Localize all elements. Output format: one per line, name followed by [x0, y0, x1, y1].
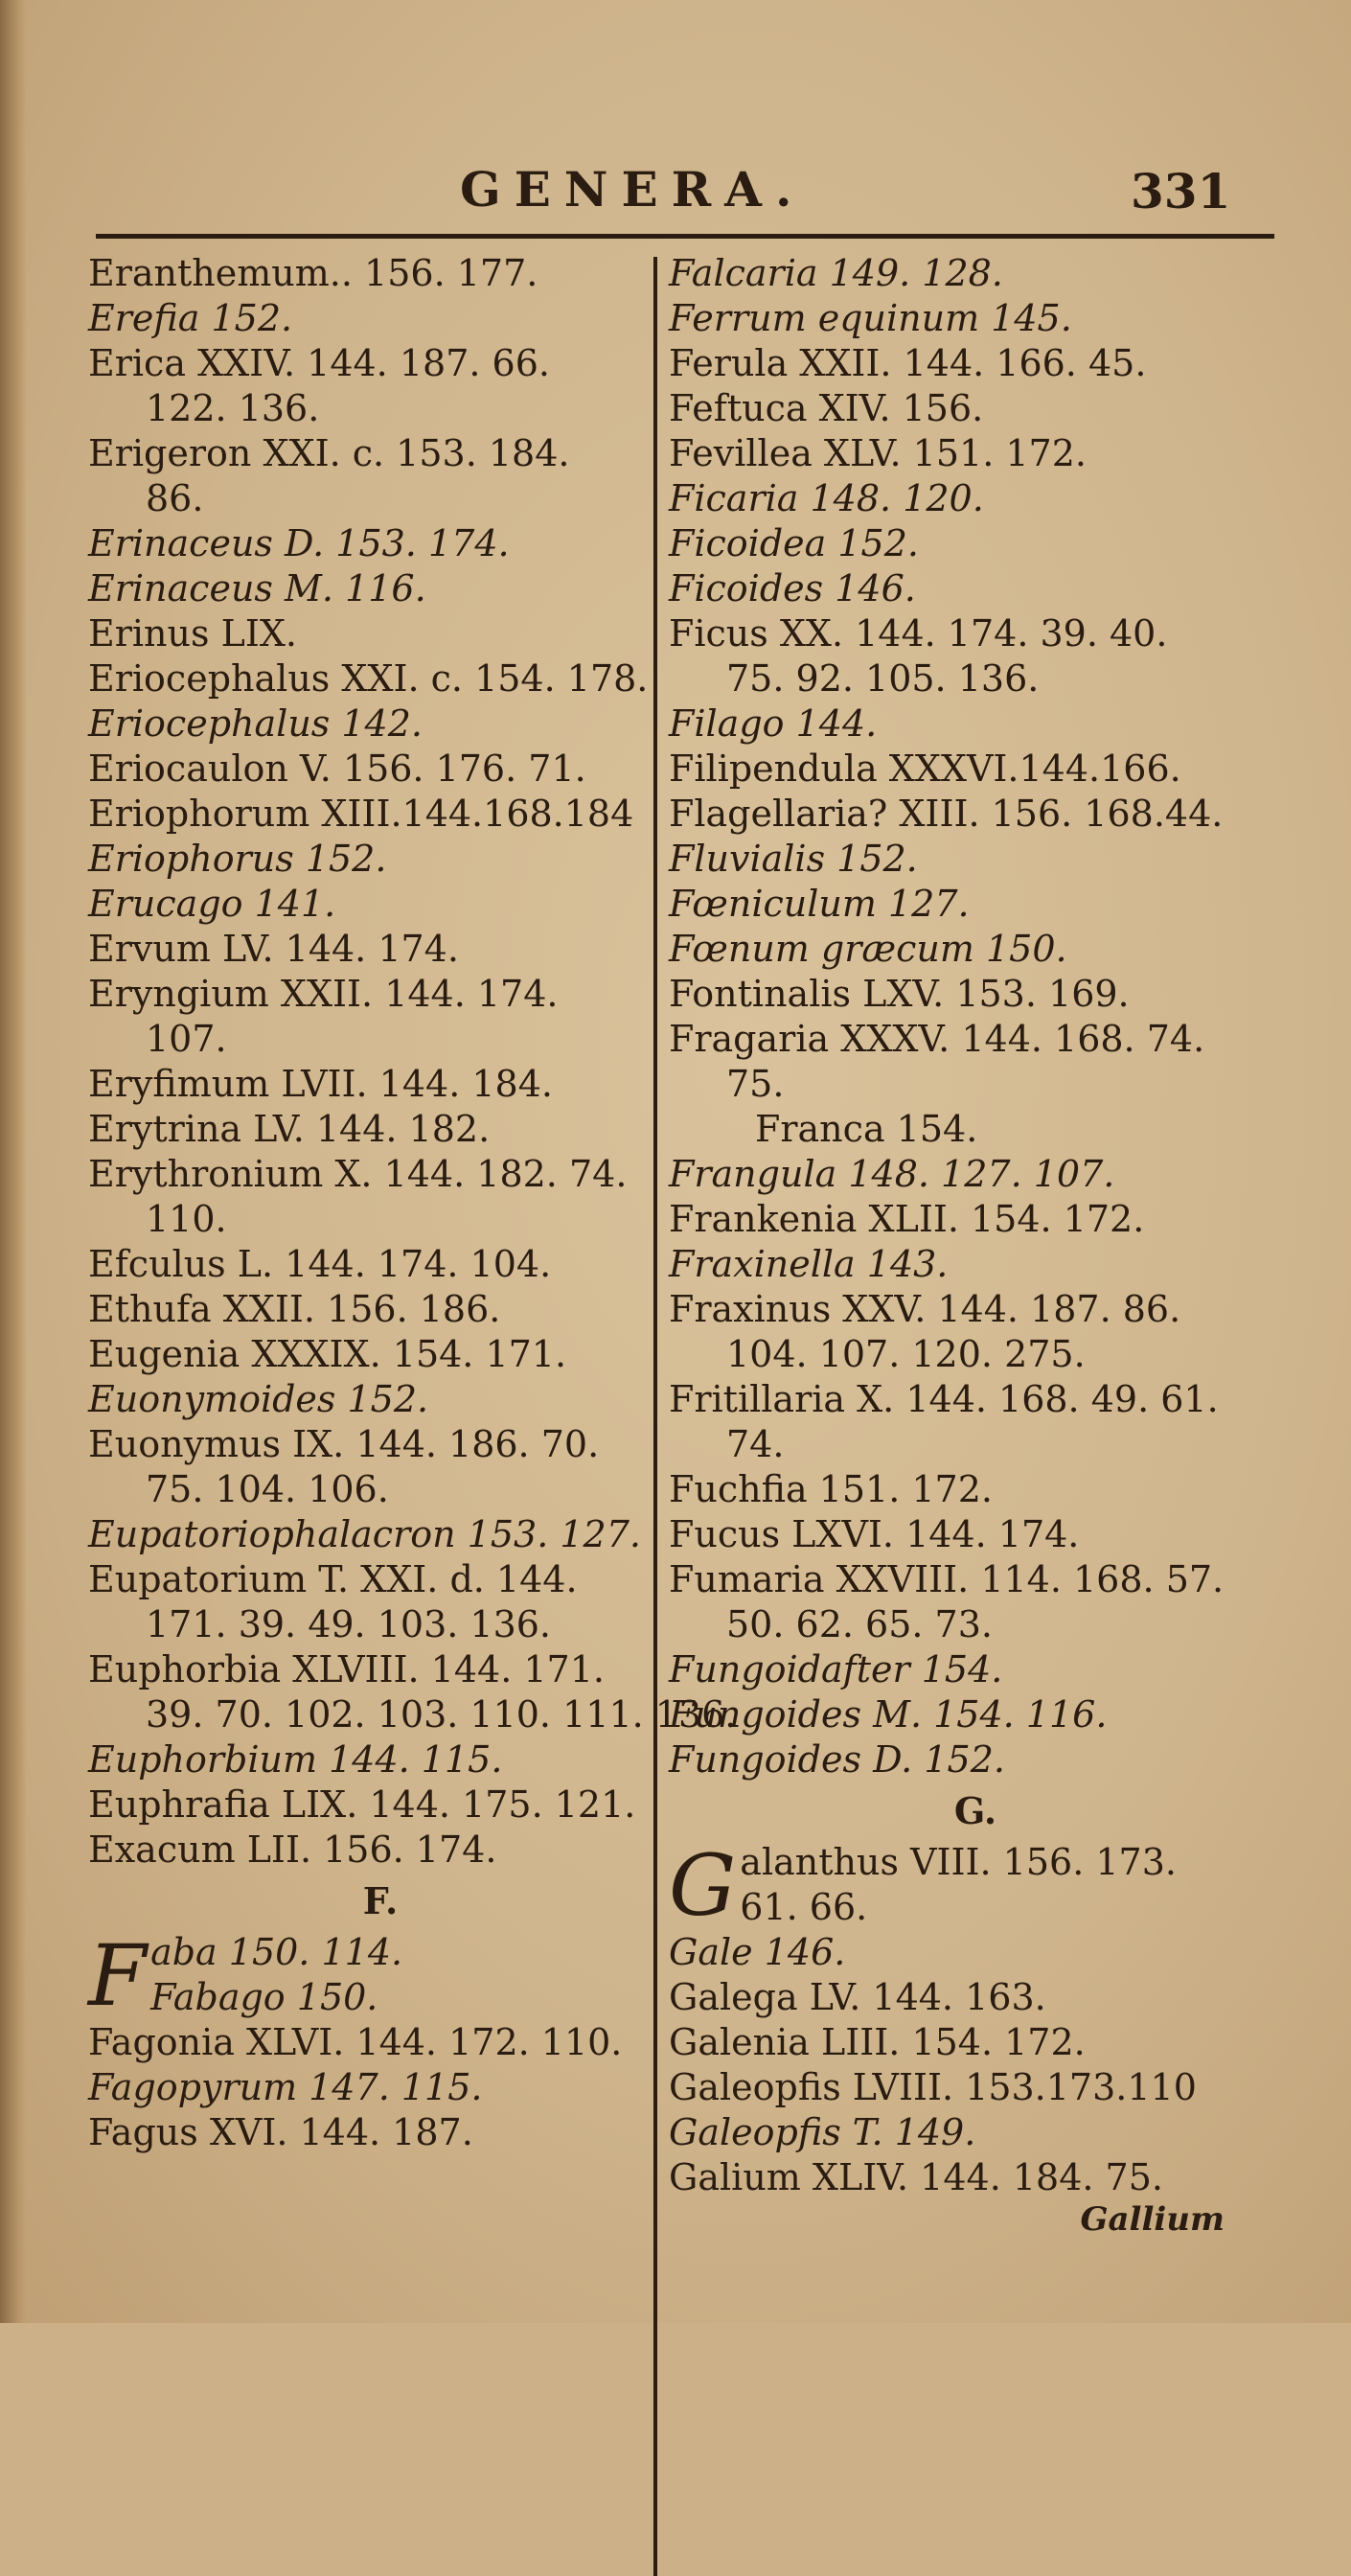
index-entry — [669, 1975, 1282, 2020]
entry-line: Fagus XVI. 144. 187. — [88, 2111, 473, 2153]
entry-line: Ervum LV. 144. 174. — [88, 928, 459, 970]
entry-line: Fagopyrum 147. 115. — [88, 2066, 483, 2108]
entry-line: Ferrum equinum 145. — [669, 297, 1072, 339]
index-entry — [669, 882, 1282, 927]
index-entry — [88, 882, 644, 927]
index-entry — [669, 792, 1282, 837]
index-entry — [669, 747, 1282, 792]
index-entry — [88, 1287, 644, 1332]
index-entry — [88, 1107, 644, 1152]
entry-continuation-line: 39. 70. 102. 103. 110. 111. 136. — [146, 1693, 737, 1736]
entry-line: Fungoides D. 152. — [669, 1738, 1005, 1781]
entry-line: Ethufa XXII. 156. 186. — [88, 1288, 501, 1330]
letter-heading-g: G. — [953, 1789, 997, 1832]
entry-continuation-line: 75. 104. 106. — [146, 1468, 389, 1510]
index-entry — [88, 927, 644, 972]
index-entry — [88, 1377, 644, 1422]
entry-continuation-line: 75. — [726, 1063, 785, 1105]
entry-line: Filipendula XXXVI.144.166. — [669, 748, 1181, 790]
index-entry — [669, 927, 1282, 972]
entry-continuation-line: 75. 92. 105. 136. — [726, 657, 1040, 700]
entry-line: Frangula 148. 127. 107. — [669, 1153, 1115, 1195]
index-entry — [669, 1197, 1282, 1242]
index-entry — [669, 1017, 1282, 1107]
entry-continuation-line: 86. — [146, 477, 204, 519]
index-entry — [669, 1512, 1282, 1557]
entry-line: Frankenia XLII. 154. 172. — [669, 1198, 1145, 1240]
index-entry — [88, 251, 644, 296]
index-entry — [669, 566, 1282, 611]
index-entry — [669, 386, 1282, 431]
entry-line: Fragaria XXXV. 144. 168. 74. — [669, 1018, 1205, 1060]
index-entry — [669, 476, 1282, 521]
entry-line: Galega LV. 144. 163. — [669, 1976, 1046, 2018]
index-entry — [669, 1152, 1282, 1197]
header-rule — [96, 234, 1274, 239]
index-entry — [88, 1647, 737, 1737]
entry-line: Galium XLIV. 144. 184. 75. — [669, 2156, 1163, 2198]
index-entry — [669, 341, 1282, 386]
entry-line: Fumaria XXVIII. 114. 168. 57. — [669, 1558, 1225, 1600]
entry-line: alanthus VIII. 156. 173. — [740, 1841, 1177, 1883]
entry-line: Ficoidea 152. — [669, 522, 919, 564]
index-entry — [88, 747, 644, 792]
entry-line: Eranthemum.. 156. 177. — [88, 252, 538, 294]
entry-line: Fungoides M. 154. 116. — [669, 1693, 1108, 1736]
index-entry — [88, 656, 649, 702]
index-entry — [669, 2110, 1282, 2155]
index-entry — [669, 1377, 1282, 1467]
entry-continuation-line: 122. 136. — [146, 387, 320, 429]
index-entry — [88, 566, 644, 611]
index-entry — [669, 1737, 1282, 1782]
entry-line: Fœnum græcum 150. — [669, 928, 1067, 970]
entry-line: Fœniculum 127. — [669, 883, 970, 925]
entry-continuation-line: 74. — [726, 1423, 785, 1465]
entry-line: Euonymus IX. 144. 186. 70. — [88, 1423, 600, 1465]
index-entry — [88, 837, 644, 882]
entry-line: Erinus LIX. — [88, 612, 297, 655]
entry-line: Eugenia XXXIX. 154. 171. — [88, 1333, 567, 1375]
index-entry — [669, 1467, 1282, 1512]
index-entry — [669, 1836, 1282, 1935]
entry-continuation-line: 104. 107. 120. 275. — [726, 1333, 1086, 1375]
catchword: Gallium — [1080, 2200, 1225, 2239]
drop-initial: F — [88, 1926, 148, 2025]
entry-line: Erigeron XXI. c. 153. 184. — [88, 432, 570, 474]
index-entry — [88, 702, 644, 747]
entry-line: aba 150. 114. — [150, 1931, 403, 1973]
index-entry — [669, 521, 1282, 566]
right-column — [669, 251, 1282, 2239]
entry-line: Gale 146. — [669, 1931, 846, 1973]
index-entry — [669, 431, 1282, 476]
column-divider — [653, 257, 657, 2576]
entry-line: Ficoides 146. — [669, 567, 916, 610]
index-list-f — [88, 1926, 644, 2155]
index-entry — [88, 2110, 644, 2155]
entry-continuation-line: 50. 62. 65. 73. — [726, 1603, 993, 1645]
left-column — [88, 251, 737, 2155]
entry-line: Fungoidafter 154. — [669, 1648, 1003, 1690]
index-entry — [88, 1062, 644, 1107]
entry-line: Fagonia XLVI. 144. 172. 110. — [88, 2021, 623, 2063]
index-entry — [669, 837, 1282, 882]
running-head: GENERA. — [460, 161, 806, 218]
entry-line: Euphorbium 144. 115. — [88, 1738, 503, 1781]
index-entry — [88, 1828, 644, 1873]
index-entry — [88, 1782, 644, 1828]
index-entry — [669, 296, 1282, 341]
entry-continuation-line: 171. 39. 49. 103. 136. — [146, 1603, 552, 1645]
index-entry — [88, 1975, 644, 2020]
index-entry — [88, 1332, 644, 1377]
entry-line: Ficus XX. 144. 174. 39. 40. — [669, 612, 1168, 655]
entry-line: Fluvialis 152. — [669, 838, 918, 880]
entry-line: Euphorbia XLVIII. 144. 171. — [88, 1648, 605, 1690]
entry-line: Eriocephalus 142. — [88, 702, 423, 745]
entry-line: Fuchfia 151. 172. — [669, 1468, 993, 1510]
index-entry — [88, 972, 644, 1062]
index-entry — [669, 1242, 1282, 1287]
entry-line: Fritillaria X. 144. 168. 49. 61. — [669, 1378, 1219, 1420]
entry-line: Fontinalis LXV. 153. 169. — [669, 973, 1130, 1015]
index-entry — [669, 2065, 1282, 2110]
entry-line: Eryngium XXII. 144. 174. — [88, 973, 559, 1015]
entry-line: Eriophorum XIII.144.168.184 — [88, 793, 634, 835]
entry-line: Galenia LIII. 154. 172. — [669, 2021, 1086, 2063]
index-entry — [88, 792, 644, 837]
entry-line: Euphrafia LIX. 144. 175. 121. — [88, 1783, 636, 1826]
entry-line: Efculus L. 144. 174. 104. — [88, 1243, 552, 1285]
index-entry — [88, 521, 644, 566]
entry-line: Eriocephalus XXI. c. 154. 178. — [88, 657, 649, 700]
index-entry — [669, 702, 1282, 747]
entry-line: Erinaceus M. 116. — [88, 567, 426, 610]
index-entry — [88, 431, 644, 521]
entry-line: Erucago 141. — [88, 883, 336, 925]
entry-continuation-line: 61. 66. — [740, 1886, 868, 1928]
entry-line: Erytrina LV. 144. 182. — [88, 1108, 491, 1150]
entry-line: Galeopfis LVIII. 153.173.110 — [669, 2066, 1197, 2108]
entry-line: Erica XXIV. 144. 187. 66. — [88, 342, 550, 384]
entry-line: Eupatoriophalacron 153. 127. — [88, 1513, 641, 1555]
index-list-e — [88, 251, 737, 1873]
index-entry — [669, 1930, 1282, 1975]
entry-line: Fucus LXVI. 144. 174. — [669, 1513, 1080, 1555]
index-entry — [669, 611, 1282, 702]
index-entry — [88, 1557, 644, 1647]
entry-line: Erinaceus D. 153. 174. — [88, 522, 510, 564]
entry-line: Ferula XXII. 144. 166. 45. — [669, 342, 1147, 384]
index-entry — [88, 1422, 644, 1512]
entry-line: Eupatorium T. XXI. d. 144. — [88, 1558, 578, 1600]
index-entry — [88, 1512, 644, 1557]
entry-line: Feftuca XIV. 156. — [669, 387, 984, 429]
index-entry — [669, 1287, 1282, 1377]
entry-line: Filago 144. — [669, 702, 878, 745]
index-entry — [669, 2020, 1282, 2065]
index-entry — [669, 1557, 1282, 1647]
entry-line: Galeopfis T. 149. — [669, 2111, 976, 2153]
entry-line: Fraxinella 143. — [669, 1243, 949, 1285]
entry-line: Eriophorus 152. — [88, 838, 387, 880]
page-binding-edge — [0, 0, 27, 2323]
entry-line: Fabago 150. — [150, 1976, 378, 2018]
index-entry — [88, 296, 644, 341]
entry-line: Fraxinus XXV. 144. 187. 86. — [669, 1288, 1181, 1330]
index-entry — [88, 611, 644, 656]
entry-line: Erefia 152. — [88, 297, 293, 339]
index-entry — [88, 1737, 644, 1782]
entry-line: Eryfimum LVII. 144. 184. — [88, 1063, 553, 1105]
entry-line: Eriocaulon V. 156. 176. 71. — [88, 748, 586, 790]
index-entry — [669, 1647, 1282, 1692]
entry-continuation-line: 110. — [146, 1198, 227, 1240]
entry-line: Franca 154. — [755, 1108, 978, 1150]
letter-heading-f: F. — [362, 1879, 399, 1922]
entry-line: Falcaria 149. 128. — [669, 252, 1003, 294]
index-list-g — [669, 1836, 1282, 2200]
index-entry — [88, 341, 644, 431]
index-entry — [88, 1242, 644, 1287]
index-entry — [669, 1107, 1282, 1152]
entry-line: Ficaria 148. 120. — [669, 477, 984, 519]
entry-continuation-line: 107. — [146, 1018, 227, 1060]
entry-line: Euonymoides 152. — [88, 1378, 429, 1420]
index-entry — [88, 1152, 644, 1242]
index-list-f-continued — [669, 251, 1282, 1782]
entry-line: Fevillea XLV. 151. 172. — [669, 432, 1087, 474]
index-entry — [88, 2020, 644, 2065]
index-entry — [669, 1692, 1282, 1737]
index-entry — [669, 972, 1282, 1017]
drop-initial: G — [669, 1836, 737, 1935]
page-number: 331 — [1131, 163, 1231, 219]
entry-line: Flagellaria? XIII. 156. 168.44. — [669, 793, 1224, 835]
index-entry — [88, 2065, 644, 2110]
index-entry — [669, 2155, 1282, 2200]
index-entry — [669, 251, 1282, 296]
entry-line: Erythronium X. 144. 182. 74. — [88, 1153, 628, 1195]
entry-line: Exacum LII. 156. 174. — [88, 1828, 497, 1871]
